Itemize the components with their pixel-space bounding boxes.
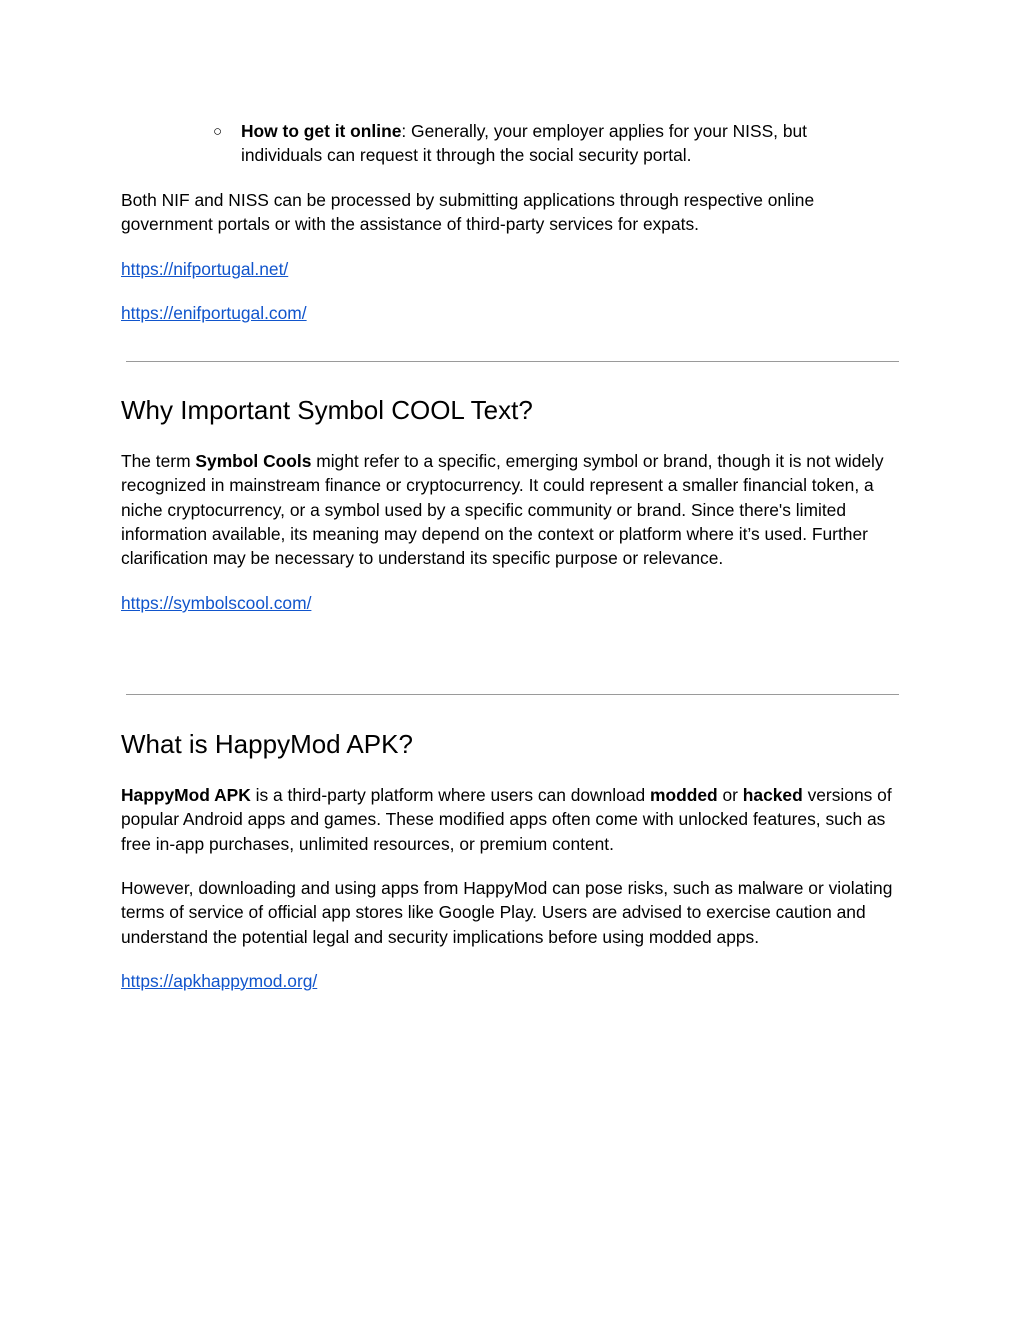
- happymod-text-3: versions of popular Android apps and games. These modified apps often come with unlocked features, such as free in-app purchases, unlimited resources, or premium content.: [121, 785, 892, 854]
- bullet-text: [241, 119, 881, 168]
- enifportugal-link[interactable]: https://enifportugal.com/: [121, 303, 307, 323]
- nifportugal-link[interactable]: https://nifportugal.net/: [121, 259, 289, 279]
- link-paragraph-enifportugal: [121, 301, 906, 325]
- happymod-paragraph-1: [121, 783, 906, 856]
- symbol-cool-heading: Why Important Symbol COOL Text?: [121, 395, 533, 425]
- nif-niss-summary: Both NIF and NISS can be processed by submitting applications through respective online government portals or with the assistance of third-party services for expats.: [121, 190, 815, 235]
- symbol-paragraph-start: The term: [121, 451, 196, 471]
- symbol-cools-term: Symbol Cools: [195, 451, 312, 471]
- symbol-paragraph-rest: might refer to a specific, emerging symbol or brand, though it is not widely recognized in mainstream finance or cryptocurrency. It could represent a smaller financial token, a niche cryptocurrency, or a symbol used by a specific community or brand. Since there's limited information available, its meaning may depend on the context or platform where it’s used. Further clarification may be necessary to understand its specific purpose or relevance.: [121, 451, 884, 569]
- symbolscool-link[interactable]: https://symbolscool.com/: [121, 593, 312, 613]
- happymod-apk-term: HappyMod APK: [121, 785, 251, 805]
- apkhappymod-link[interactable]: https://apkhappymod.org/: [121, 971, 318, 991]
- link-paragraph-nifportugal: [121, 257, 906, 281]
- happymod-heading: What is HappyMod APK?: [121, 729, 413, 759]
- happymod-text-1: is a third-party platform where users can download: [250, 785, 651, 805]
- how-to-label: How to get it online: [241, 121, 402, 141]
- link-paragraph-apkhappymod: [121, 969, 906, 993]
- symbol-cool-paragraph: [121, 449, 906, 570]
- section-divider-2: [126, 694, 899, 695]
- happymod-paragraph-2: However, downloading and using apps from HappyMod can pose risks, such as malware or violating terms of service of official app stores like Google Play. Users are advised to exercise caution and understand the potential legal and security implications before using modded apps.: [121, 878, 893, 947]
- modded-term: modded: [650, 785, 718, 805]
- hacked-term: hacked: [742, 785, 803, 805]
- happymod-text-2: or: [717, 785, 743, 805]
- hollow-circle-bullet-icon: ○: [213, 123, 223, 140]
- link-paragraph-symbolscool: [121, 591, 906, 615]
- section-divider-1: [126, 361, 899, 362]
- bullet-item-how-to-get-online: [213, 119, 881, 168]
- how-to-text: : Generally, your employer applies for your NISS, but individuals can request it through the social security portal.: [241, 121, 808, 166]
